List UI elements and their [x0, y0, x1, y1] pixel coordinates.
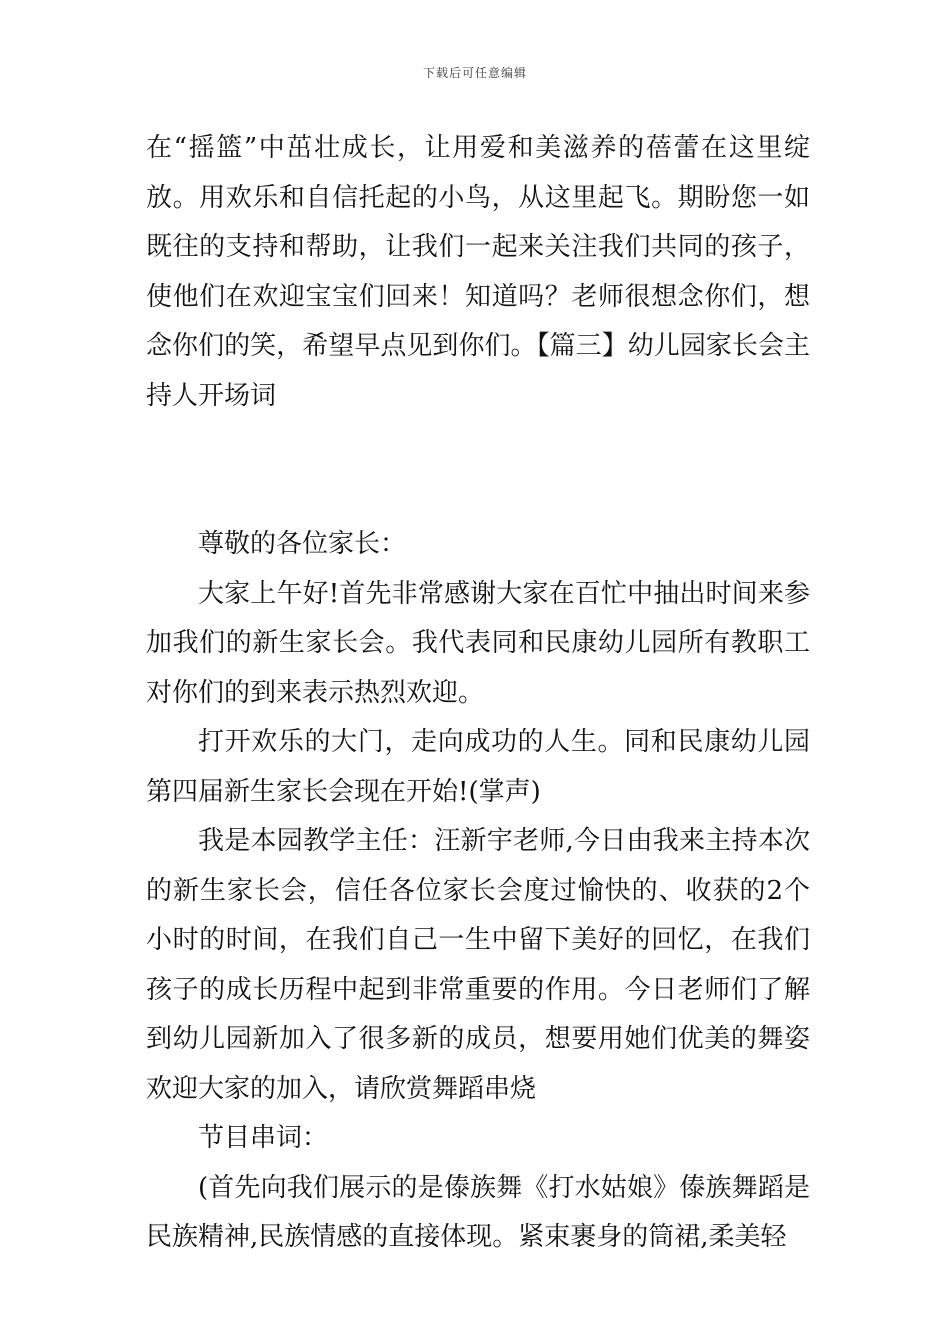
paragraph-host-intro: 我是本园教学主任：汪新宇老师,今日由我来主持本次的新生家长会，信任各位家长会度过愉快的、收获的2个小时的时间，在我们自己一生中留下美好的回忆，在我们孩子的成长历程中起到非常重要的作用。今日老师们了解到幼儿园新加入了很多新的成员，想要用她们优美的舞姿欢迎大家的加入，请欣赏舞蹈串烧	[146, 826, 810, 1104]
paragraph-opening: 打开欢乐的大门，走向成功的人生。同和民康幼儿园第四届新生家长会现在开始!(掌声)	[146, 727, 810, 807]
paragraph-salutation: 尊敬的各位家长：	[198, 529, 407, 559]
paragraph-greeting: 大家上午好!首先非常感谢大家在百忙中抽出时间来参加我们的新生家长会。我代表同和民康幼儿园所有教职工对你们的到来表示热烈欢迎。	[146, 578, 810, 708]
paragraph-program-intro: (首先向我们展示的是傣族舞《打水姑娘》傣族舞蹈是民族精神,民族情感的直接体现。紧束裹身的筒裙,柔美轻	[146, 1172, 810, 1252]
paragraph-program-heading: 节目串词：	[198, 1123, 329, 1153]
page-header-note: 下载后可任意编辑	[422, 66, 527, 80]
paragraph-1: 在“摇篮”中茁壮成长，让用爱和美滋养的蓓蕾在这里绽放。用欢乐和自信托起的小鸟，从这里起飞。期盼您一如既往的支持和帮助，让我们一起来关注我们共同的孩子，使他们在欢迎宝宝们回来！知道吗？老师很想念你们，想念你们的笑，希望早点见到你们。【篇三】幼儿园家长会主持人开场词	[146, 133, 810, 411]
document-body	[146, 124, 810, 1263]
blank-line	[146, 421, 810, 520]
